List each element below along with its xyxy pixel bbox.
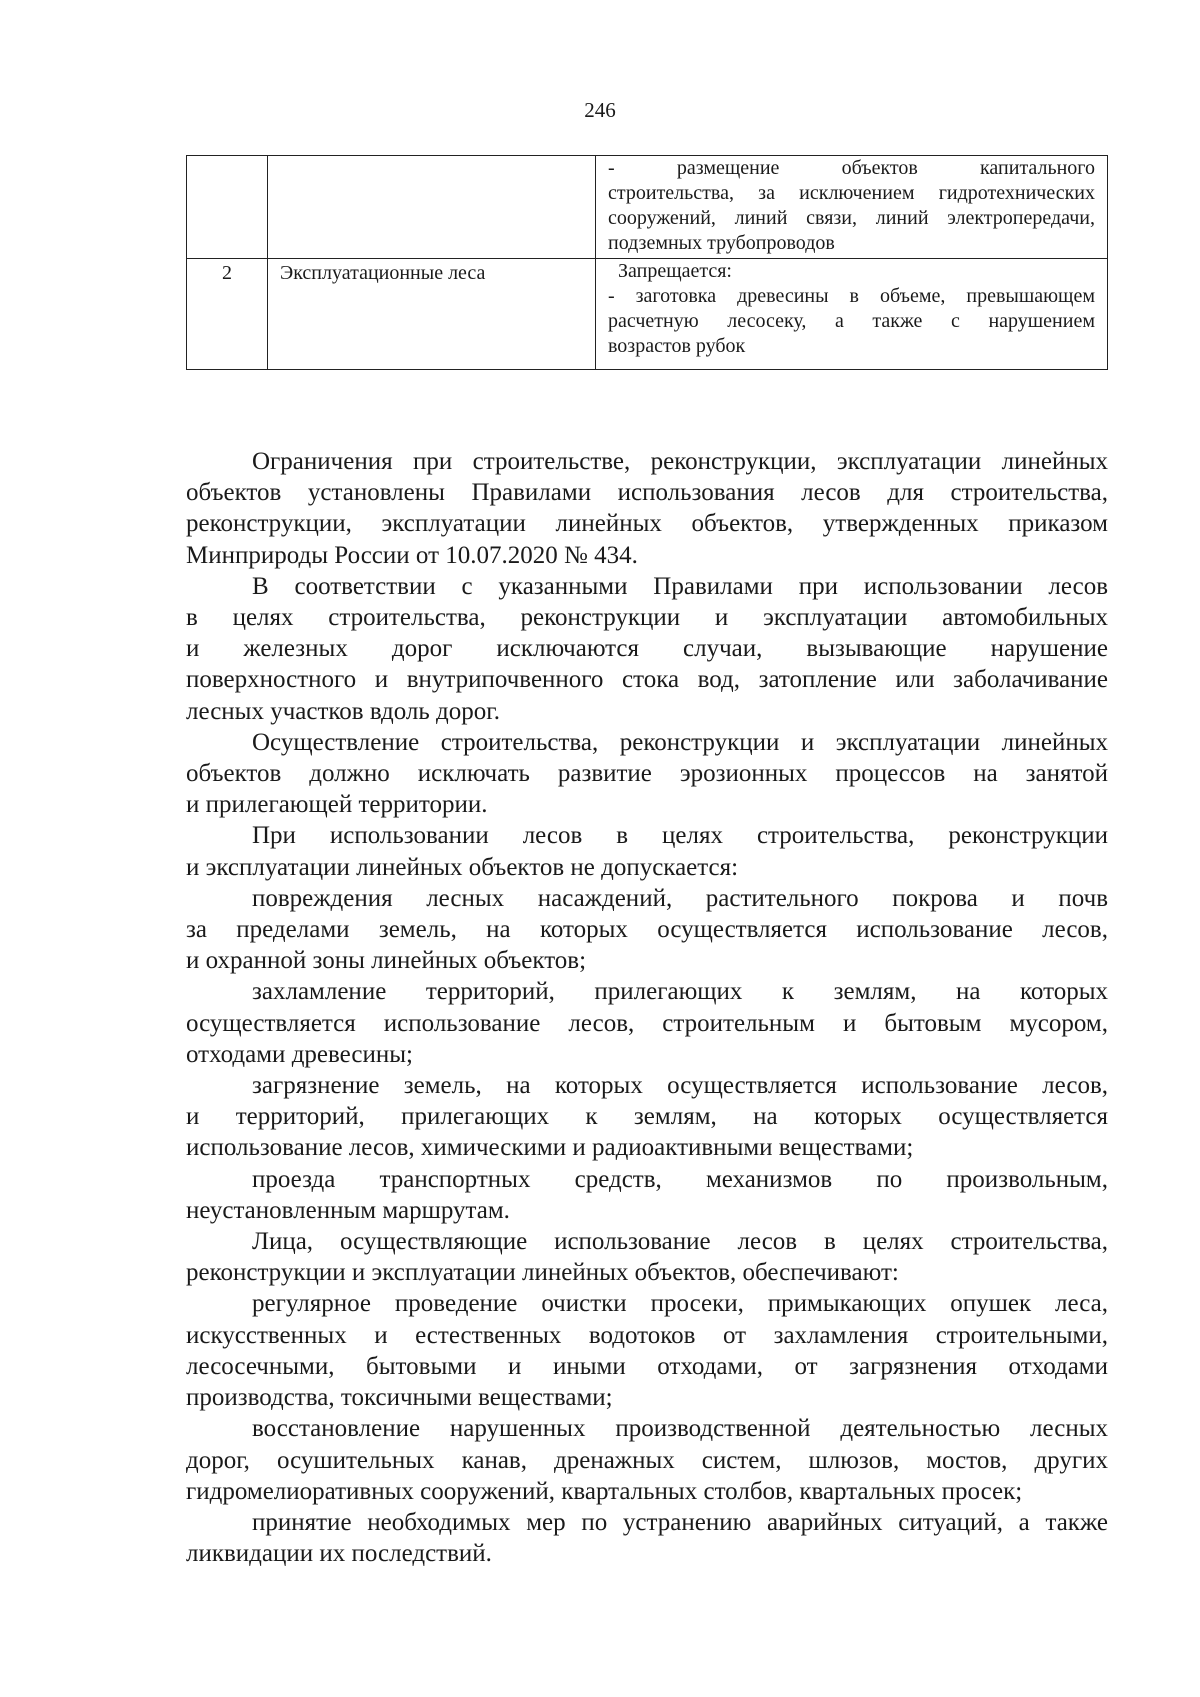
text-line: Лица, осуществляющие использование лесов в целях строительства, <box>252 1228 1108 1256</box>
paragraph <box>186 727 1108 821</box>
table-cell-number: 2 <box>187 259 268 370</box>
text-line: регулярное проведение очистки просеки, примыкающих опушек леса, <box>252 1290 1108 1318</box>
text-line: производства, токсичными веществами; <box>186 1384 613 1412</box>
text-line: объектов должно исключать развитие эрозионных процессов на занятой <box>186 760 1108 788</box>
text-line: Ограничения при строительстве, реконструкции, эксплуатации линейных <box>252 448 1108 475</box>
cell-text-line: расчетную лесосеку, а также с нарушением <box>608 310 1095 332</box>
text-line: поверхностного и внутрипочвенного стока вод, затопление или заболачивание <box>186 666 1108 694</box>
text-line: проезда транспортных средств, механизмов по произвольным, <box>252 1165 1108 1193</box>
text-line: отходами древесины; <box>186 1040 413 1068</box>
text-line: принятие необходимых мер по устранению аварийных ситуаций, а также <box>252 1508 1108 1536</box>
paragraph <box>186 1164 1108 1226</box>
table-cell-restriction <box>596 259 1108 370</box>
text-line: и территорий, прилегающих к землям, на которых осуществляется <box>186 1103 1108 1131</box>
text-line: загрязнение земель, на которых осуществляется использование лесов, <box>252 1072 1108 1100</box>
text-line: искусственных и естественных водотоков от захламления строительными, <box>186 1321 1108 1349</box>
text-line: восстановление нарушенных производственной деятельностью лесных <box>252 1415 1108 1443</box>
text-line: Минприроды России от 10.07.2020 № 434. <box>186 541 638 569</box>
cell-text-line: Запрещается: <box>618 260 732 282</box>
cell-text-line: строительства, за исключением гидротехнических <box>608 182 1095 204</box>
text-line: дорог, осушительных канав, дренажных систем, шлюзов, мостов, других <box>186 1446 1108 1474</box>
paragraph <box>186 1226 1108 1288</box>
paragraph <box>186 820 1108 882</box>
table-cell-restriction <box>596 156 1108 259</box>
paragraph <box>186 446 1108 571</box>
text-line: за пределами земель, на которых осуществляется использование лесов, <box>186 916 1108 944</box>
paragraph <box>186 883 1108 977</box>
text-line: повреждения лесных насаждений, растительного покрова и почв <box>252 884 1108 912</box>
text-line: использование лесов, химическими и радиоактивными веществами; <box>186 1134 914 1162</box>
text-line: реконструкции, эксплуатации линейных объектов, утвержденных приказом <box>186 510 1108 538</box>
table-row <box>187 259 1108 370</box>
text-line: лесных участков вдоль дорог. <box>186 697 500 725</box>
text-line: ликвидации их последствий. <box>186 1540 492 1568</box>
text-line: гидромелиоративных сооружений, квартальных столбов, квартальных просек; <box>186 1477 1023 1505</box>
table-cell-number <box>187 156 268 259</box>
text-line: В соответствии с указанными Правилами при использовании лесов <box>252 572 1108 600</box>
paragraph <box>186 1070 1108 1164</box>
cell-text-line: - размещение объектов капитального <box>608 157 1095 179</box>
paragraph <box>186 1507 1108 1569</box>
text-line: реконструкции и эксплуатации линейных объектов, обеспечивают: <box>186 1259 899 1287</box>
text-line: лесосечными, бытовыми и иными отходами, от загрязнения отходами <box>186 1352 1108 1380</box>
text-line: захламление территорий, прилегающих к землям, на которых <box>252 978 1108 1006</box>
text-line: осуществляется использование лесов, строительным и бытовым мусором, <box>186 1009 1108 1037</box>
text-line: и эксплуатации линейных объектов не допускается: <box>186 853 739 881</box>
paragraph <box>186 571 1108 727</box>
cell-text-line: сооружений, линий связи, линий электропередачи, <box>608 207 1095 229</box>
text-line: При использовании лесов в целях строительства, реконструкции <box>252 822 1108 850</box>
text-line: и прилегающей территории. <box>186 791 488 819</box>
text-line: Осуществление строительства, реконструкции и эксплуатации линейных <box>252 728 1108 756</box>
text-line: и охранной зоны линейных объектов; <box>186 947 587 975</box>
table-cell-category: Эксплуатационные леса <box>268 259 596 370</box>
table-row <box>187 156 1108 259</box>
cell-text-line: подземных трубопроводов <box>608 232 835 254</box>
text-line: неустановленным маршрутам. <box>186 1196 510 1224</box>
cell-text-line: возрастов рубок <box>608 335 746 357</box>
cell-text-line: - заготовка древесины в объеме, превышающем <box>608 285 1095 307</box>
paragraph <box>186 976 1108 1070</box>
body-text <box>186 446 1108 1569</box>
table-cell-category <box>268 156 596 259</box>
restrictions-table <box>186 155 1108 370</box>
paragraph <box>186 1288 1108 1413</box>
text-line: в целях строительства, реконструкции и эксплуатации автомобильных <box>186 604 1108 632</box>
paragraph <box>186 1413 1108 1507</box>
page-number: 246 <box>584 98 616 122</box>
text-line: и железных дорог исключаются случаи, вызывающие нарушение <box>186 635 1108 663</box>
text-line: объектов установлены Правилами использования лесов для строительства, <box>186 479 1108 507</box>
